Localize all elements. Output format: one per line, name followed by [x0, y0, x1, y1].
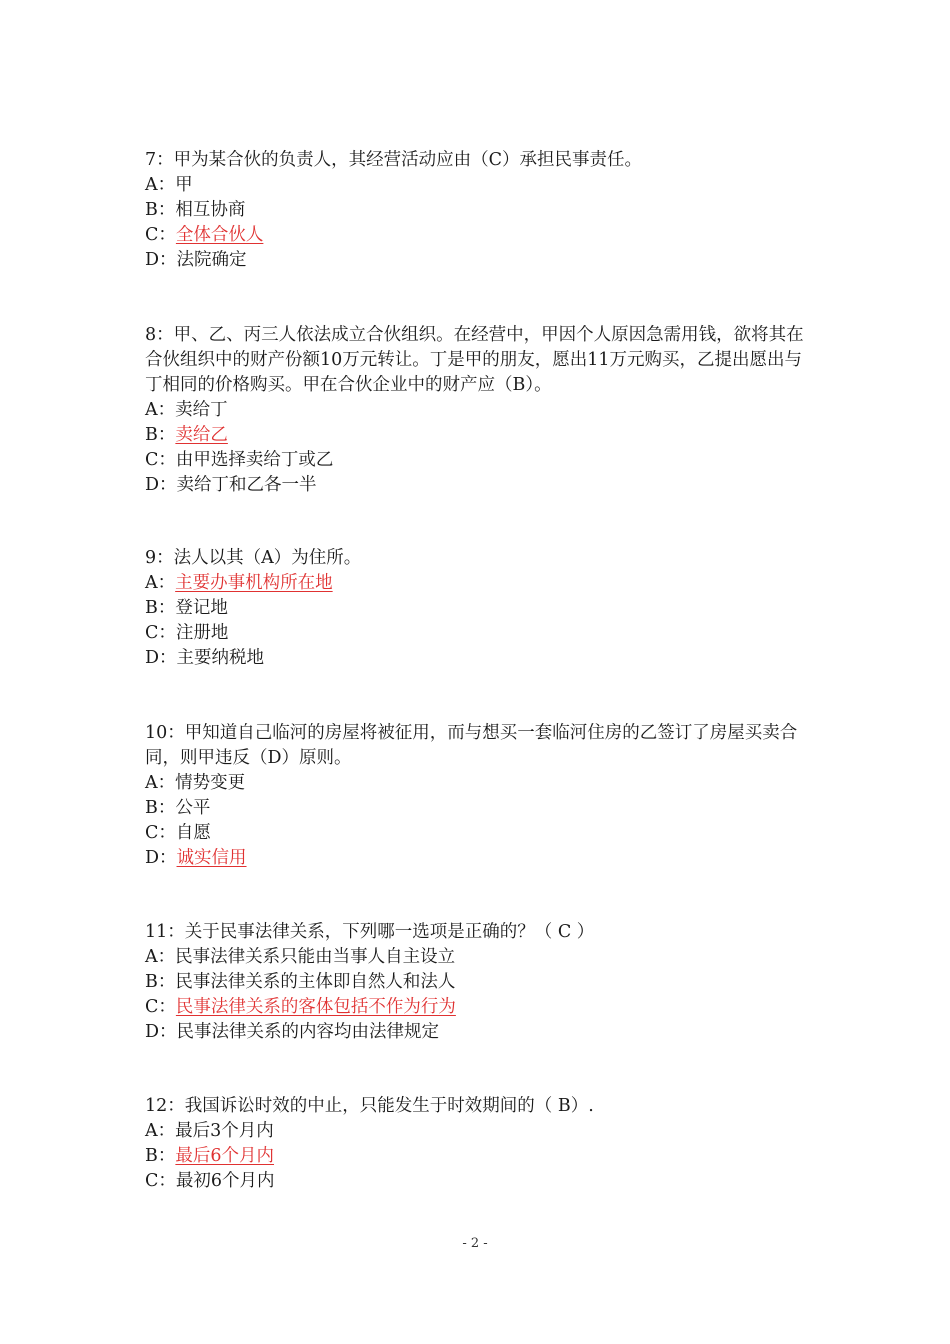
correct-answer: 全体合伙人 — [175, 225, 264, 245]
question-10 — [145, 721, 810, 871]
correct-answer: 民事法律关系的客体包括不作为行为 — [175, 997, 456, 1017]
option-c: C：注册地 — [145, 623, 229, 643]
correct-answer: 诚实信用 — [176, 848, 247, 868]
question-12 — [145, 1094, 810, 1194]
option-a: A：主要办事机构所在地 — [145, 573, 333, 593]
option-c: C：由甲选择卖给丁或乙 — [145, 450, 334, 470]
question-text: 7：甲为某合伙的负责人，其经营活动应由（C）承担民事责任。 — [145, 150, 643, 170]
option-a: A：最后3个月内 — [145, 1121, 274, 1141]
option-a: A：卖给丁 — [145, 400, 228, 420]
option-b: B：相互协商 — [145, 200, 246, 220]
option-d: D：诚实信用 — [145, 848, 247, 868]
correct-answer: 卖给乙 — [175, 425, 228, 445]
option-b: B：民事法律关系的主体即自然人和法人 — [145, 972, 456, 992]
question-text: 10：甲知道自己临河的房屋将被征用，而与想买一套临河住房的乙签订了房屋买卖合同，则甲违反（D）原则。 — [145, 723, 798, 768]
question-text: 12：我国诉讼时效的中止，只能发生于时效期间的（ B）. — [145, 1096, 594, 1116]
option-a: A：甲 — [145, 175, 193, 195]
question-9 — [145, 546, 810, 671]
page-number: - 2 - — [462, 1236, 488, 1251]
question-text: 9：法人以其（A）为住所。 — [145, 548, 362, 568]
option-c: C：自愿 — [145, 823, 211, 843]
question-text: 11：关于民事法律关系，下列哪一选项是正确的？（ C ） — [145, 922, 595, 942]
option-d: D：主要纳税地 — [145, 648, 265, 668]
option-d: D：民事法律关系的内容均由法律规定 — [145, 1022, 440, 1042]
correct-answer: 最后6个月内 — [175, 1146, 275, 1166]
question-11 — [145, 920, 810, 1045]
option-b: B：最后6个月内 — [145, 1146, 275, 1166]
option-b: B：登记地 — [145, 598, 228, 618]
option-c: C：民事法律关系的客体包括不作为行为 — [145, 997, 456, 1017]
correct-answer: 主要办事机构所在地 — [175, 573, 333, 593]
option-a: A：情势变更 — [145, 773, 246, 793]
question-8 — [145, 323, 810, 498]
option-d: D：卖给丁和乙各一半 — [145, 475, 317, 495]
option-b: B：卖给乙 — [145, 425, 228, 445]
question-text: 8：甲、乙、丙三人依法成立合伙组织。在经营中，甲因个人原因急需用钱，欲将其在合伙组织中的财产份额10万元转让。丁是甲的朋友，愿出11万元购买，乙提出愿出与丁相同的价格购买。甲在合伙企业中的财产应（B）。 — [145, 325, 804, 395]
option-c: C：最初6个月内 — [145, 1171, 275, 1191]
option-b: B：公平 — [145, 798, 211, 818]
option-d: D：法院确定 — [145, 250, 247, 270]
option-a: A：民事法律关系只能由当事人自主设立 — [145, 947, 456, 967]
question-7 — [145, 148, 810, 273]
option-c: C：全体合伙人 — [145, 225, 264, 245]
